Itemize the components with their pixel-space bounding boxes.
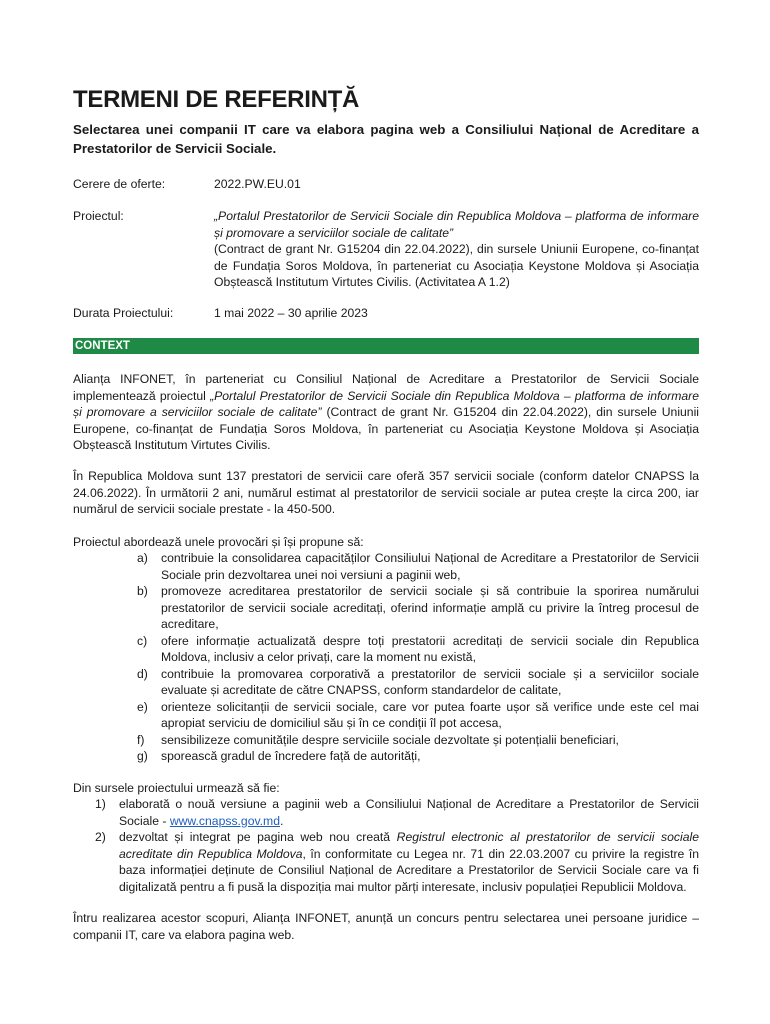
list-marker: b) [137, 584, 148, 598]
list-marker: d) [137, 666, 148, 681]
context-paragraph-2: În Republica Moldova sunt 137 prestatori de servicii care oferă 357 servicii sociale (conform datelor CNAPSS la 24.06.2022). În următorii 2 ani, numărul estimat al prestatorilor de servicii sociale ar putea crește la circa 200, iar numărul de servicii sociale prestate - la 450-500. [73, 469, 699, 516]
duration-value: 1 mai 2022 – 30 aprilie 2023 [214, 306, 368, 320]
page-title: TERMENI DE REFERINȚĂ [73, 86, 360, 113]
project-value [214, 208, 699, 291]
list-item [73, 666, 699, 699]
list-marker: c) [137, 633, 148, 648]
list-marker: e) [137, 699, 148, 714]
list-item [73, 633, 699, 666]
context-heading-bar: CONTEXT [73, 338, 699, 354]
list-item [73, 829, 699, 895]
list-item [73, 699, 699, 732]
list-item-text: orienteze solicitanții de servicii sociale, care vor putea foarte ușor să verifice unde este cel mai apropiat serviciu de domiciliul său și în ce condiții îl pot accesa, [161, 699, 699, 730]
closing-paragraph: Întru realizarea acestor scopuri, Alianța INFONET, anunță un concurs pentru selectarea unei persoane juridice – companii IT, care va elabora pagina web. [73, 911, 699, 942]
context-p1-project-title: „Portalul Prestatorilor de Servicii Sociale din Republica Moldova – platforma de informare și promovare a serviciilor sociale de calitate” [73, 388, 699, 419]
context-p1-text-tail: (Contract de grant Nr. G15204 din 22.04.2022), din sursele Uniunii Europene, co-finanțat de Fundația Soros Moldova, în parteneriat cu Asociația Keystone Moldova și Asociația Obștească Institutum Virtutes Civilis. [73, 405, 699, 452]
outcomes-list [73, 796, 699, 895]
list-item [73, 796, 699, 829]
context-paragraph-1 [73, 371, 699, 454]
page-subtitle: Selectarea unei companii IT care va elabora pagina web a Consiliului Național de Acreditare a Prestatorilor de Servicii Sociale. [73, 122, 699, 156]
list-marker: 2) [95, 830, 106, 844]
registry-name: Registrul electronic al prestatorilor de servicii sociale acreditate din Republica Moldova [119, 830, 699, 861]
list-item [73, 550, 699, 583]
offers-label: Cerere de oferte: [73, 177, 166, 191]
list-item-text: sporească gradul de încredere față de autorități, [161, 749, 421, 763]
outcomes-intro: Din sursele proiectului urmează să fie: [73, 781, 280, 795]
project-title: „Portalul Prestatorilor de Servicii Sociale din Republica Moldova – platforma de informare și promovare a serviciilor sociale de calitate” [214, 209, 699, 240]
list-item-text: elaborată o nouă versiune a paginii web a Consiliului Național de Acreditare a Prestatorilor de Servicii Sociale - [119, 797, 699, 828]
offers-value: 2022.PW.EU.01 [214, 177, 301, 191]
list-marker: 1) [95, 797, 106, 811]
list-item-text: dezvoltat și integrat pe pagina web nou creată [119, 830, 397, 844]
list-item-text: promoveze acreditarea prestatorilor de servicii sociale și să contribuie la sporirea numărului prestatorilor de servicii sociale acreditați, oferind informație amplă cu privire la întreg procesul de acreditare, [161, 584, 699, 631]
challenges-list [73, 550, 699, 765]
list-item-text: sensibilizeze comunitățile despre serviciile sociale dezvoltate și potențialii beneficiari, [161, 732, 619, 747]
list-item [73, 748, 699, 765]
list-item [73, 583, 699, 633]
duration-label: Durata Proiectului: [73, 306, 174, 320]
project-details: (Contract de grant Nr. G15204 din 22.04.2022), din sursele Uniunii Europene, co-finanțat de Fundația Soros Moldova, în parteneriat cu Asociația Keystone Moldova și Asociația Obștească Institutum Virtutes Civilis. (Activitatea A 1.2) [214, 242, 699, 289]
list-item-text: contribuie la promovarea corporativă a prestatorilor de servicii sociale și a serviciilor sociale evaluate și acreditate de către CNAPSS, conform standardelor de calitate, [161, 666, 699, 697]
cnapss-link[interactable]: www.cnapss.gov.md [169, 813, 280, 828]
list-item-tail: . [280, 813, 284, 828]
list-item-text: ofere informație actualizată despre toți prestatorii acreditați de servicii sociale din Republica Moldova, inclusiv a celor privați, care la moment nu există, [161, 633, 699, 664]
list-item-text-tail: , în conformitate cu Legea nr. 71 din 22.03.2007 cu privire la registre în baza informației deținute de Consiliul Național de Acreditare a Prestatorilor de Servicii Sociale care va fi digitalizată pentru a fi pusă la dispoziția mai multor părți interesate, inclusiv populației Republicii Moldova. [119, 846, 699, 894]
context-p1-text: Alianța INFONET, în parteneriat cu Consiliul Național de Acreditare a Prestatorilor de Servicii Sociale implementează proiectul [73, 372, 699, 403]
project-label: Proiectul: [73, 209, 124, 223]
list-item-text: contribuie la consolidarea capacităților Consiliului Național de Acreditare a Prestatorilor de Servicii Sociale prin dezvoltarea unei noi versiuni a paginii web, [161, 551, 699, 582]
list-marker: a) [137, 551, 148, 565]
list-marker: f) [137, 732, 145, 747]
list-item [73, 732, 699, 749]
challenges-intro: Proiectul abordează unele provocări și își propune să: [73, 535, 364, 549]
list-marker: g) [137, 749, 148, 763]
